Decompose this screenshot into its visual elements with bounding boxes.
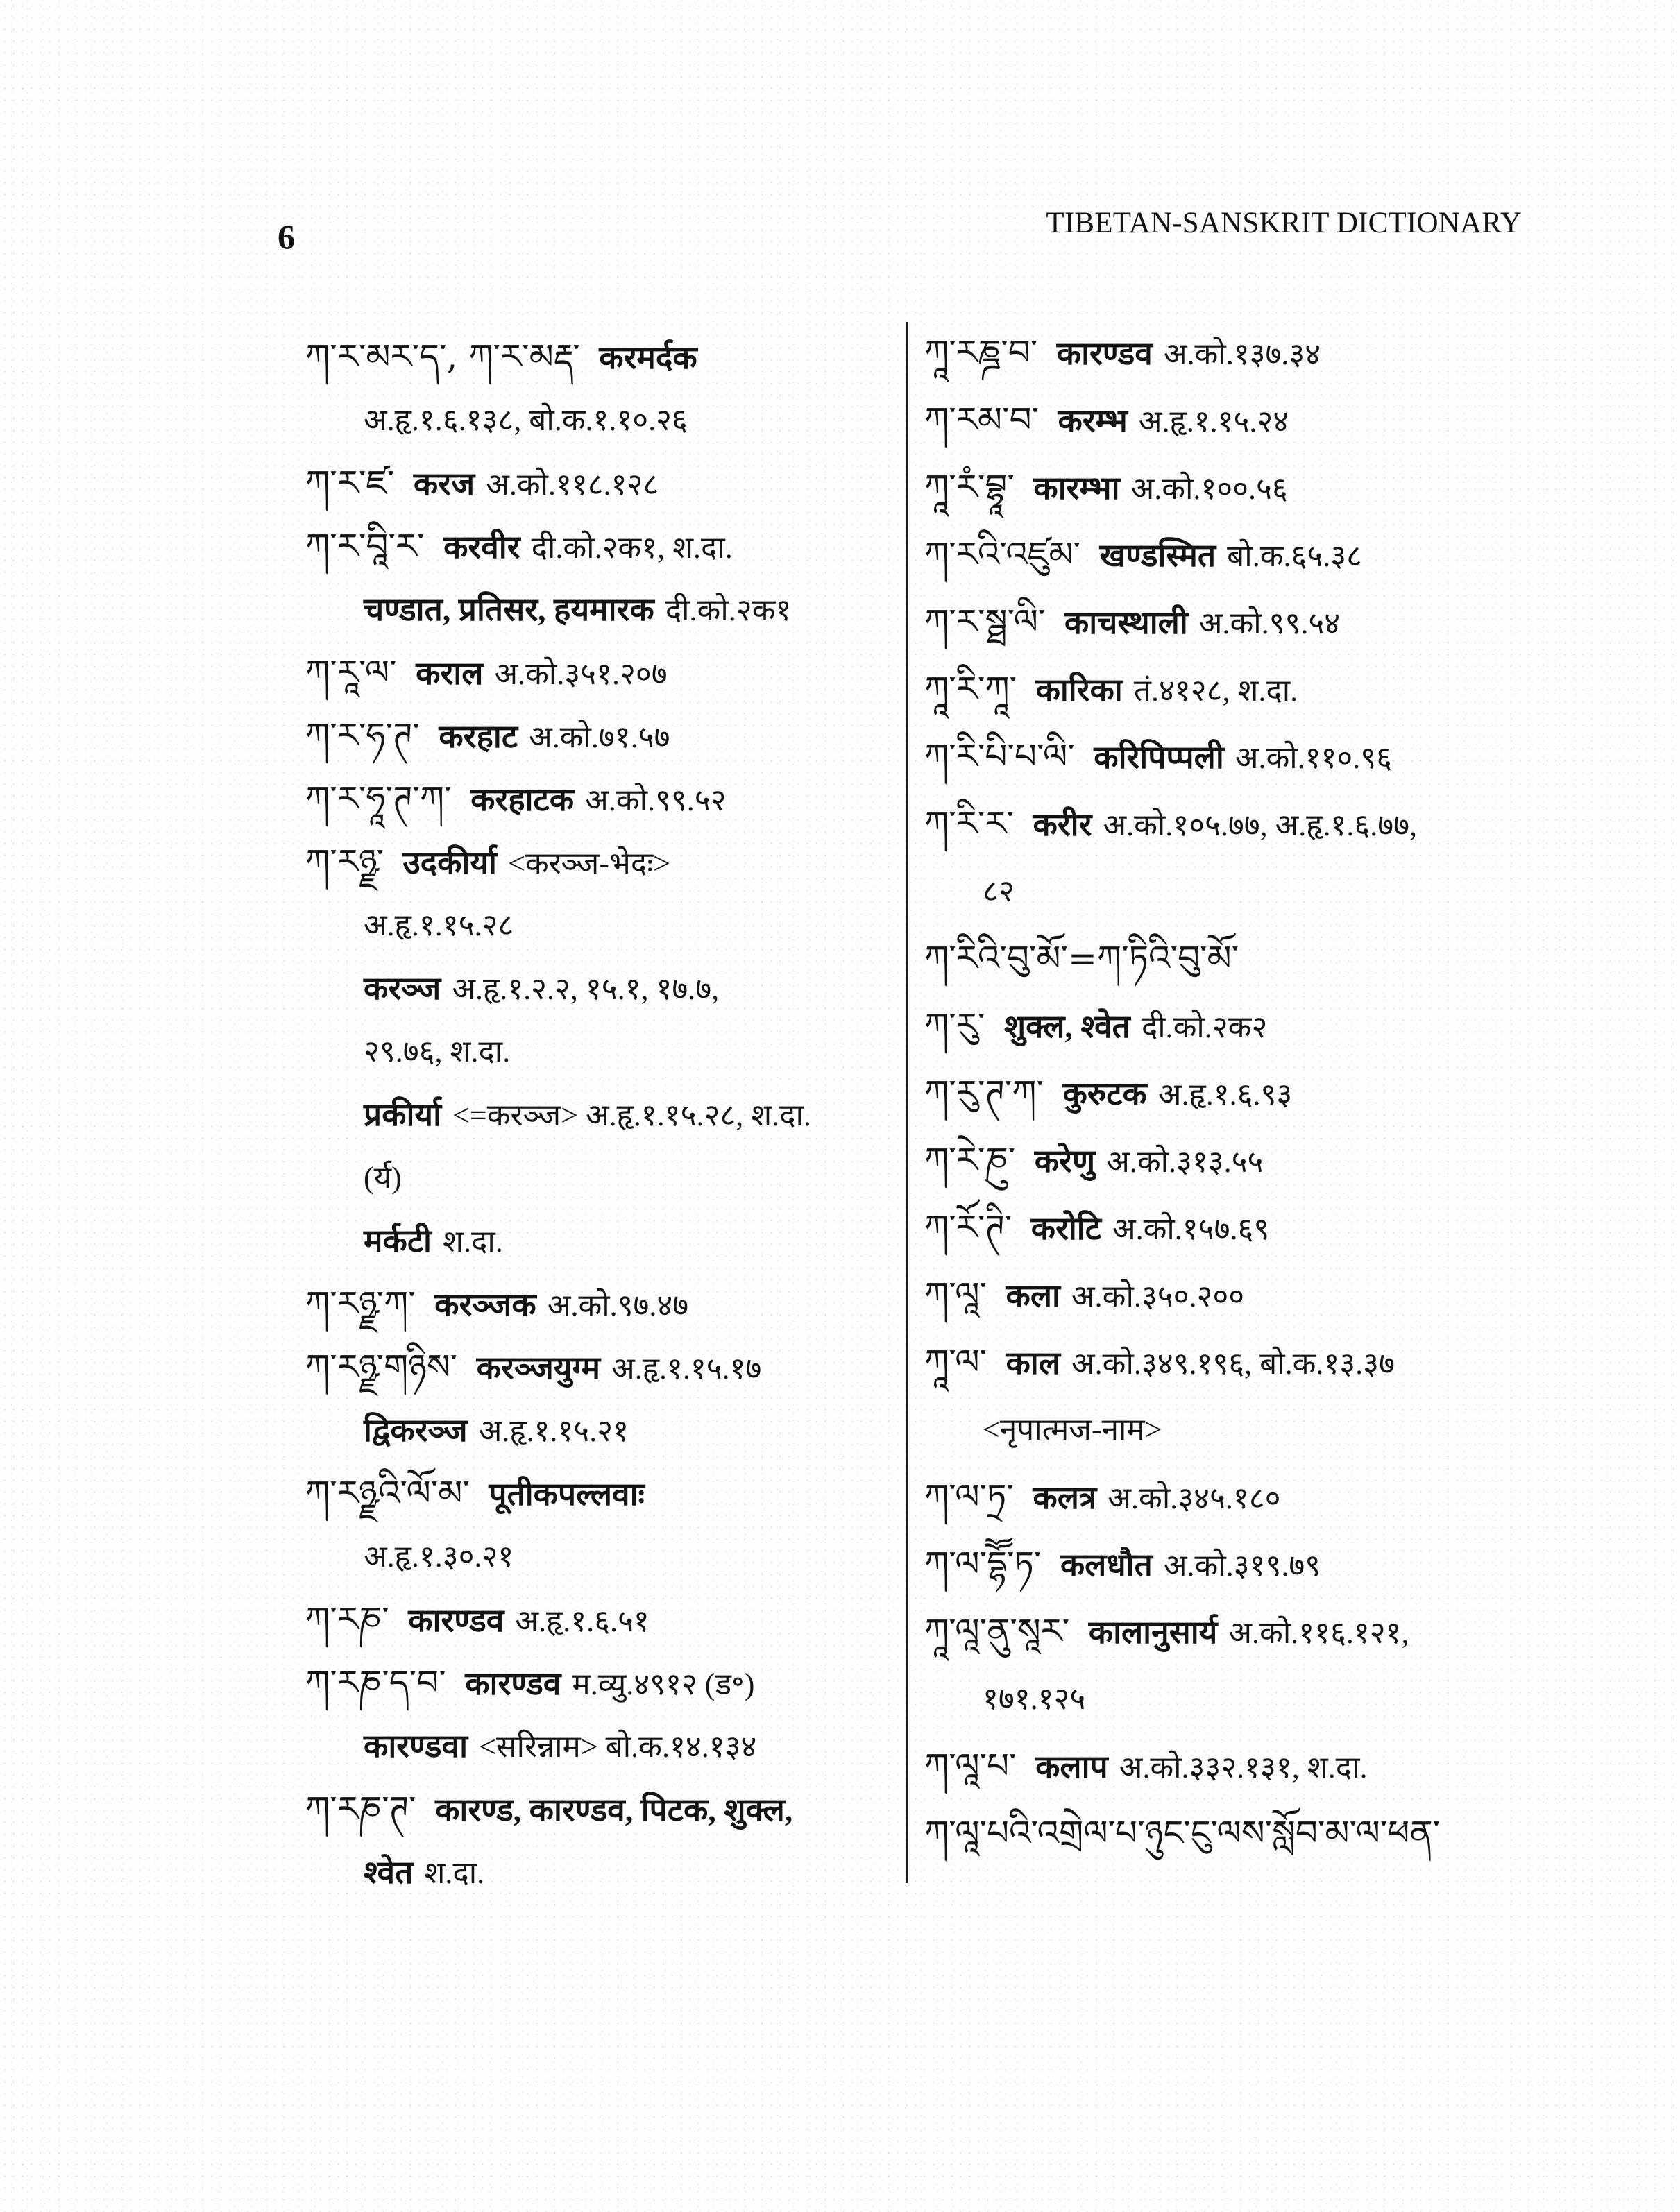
tibetan-headword: ཀ་ར་ཛ་ [305, 463, 395, 503]
reference-text: अ.को.१५७.६९ [1112, 1212, 1270, 1246]
tibetan-headword: ཀ་ར་སྠ་ལི་ [924, 602, 1046, 642]
reference-text: दी.को.२क१ [665, 593, 792, 627]
dictionary-entry [924, 1531, 1528, 1598]
reference-text: <नृपात्मज-नाम> [983, 1413, 1162, 1447]
dictionary-entry [924, 1463, 1528, 1531]
dictionary-entry [305, 325, 892, 389]
tibetan-headword: ཀ་ལཱ་པ་ [924, 1746, 1017, 1786]
dictionary-entry [305, 767, 892, 831]
dictionary-entry [305, 641, 892, 704]
sanskrit-equivalent: शुक्ल, श्वेत [1003, 1009, 1130, 1044]
page-number: 6 [278, 217, 295, 256]
dictionary-entry [924, 723, 1528, 790]
sanskrit-equivalent: करोटि [1030, 1211, 1101, 1246]
tibetan-headword: ཀ་རཉྫ་ [305, 842, 384, 882]
reference-text: अ.को.३३२.१३१, श.दा. [1119, 1751, 1368, 1785]
entry-continuation [305, 957, 892, 1020]
reference-text: अ.हृ.१.६.९३ [1157, 1078, 1293, 1112]
reference-text: दी.को.२क१, श.दा. [531, 531, 733, 565]
sanskrit-equivalent: पूतीकपल्लवाः [489, 1477, 645, 1512]
sanskrit-equivalent: कारण्ड, कारण्डव, पिटक, शुक्ल, [435, 1792, 793, 1828]
reference-text: अ.हृ.१.१५.२४ [1138, 405, 1289, 439]
sanskrit-equivalent: कारण्डवा [364, 1728, 468, 1764]
dictionary-entry [305, 704, 892, 767]
sanskrit-equivalent: कारण्डव [408, 1603, 504, 1638]
left-column [305, 325, 892, 1921]
reference-text: <=करञ्ज> अ.हृ.१.१५.२८, श.दा. [452, 1098, 811, 1132]
tibetan-headword: ཀ་ལཱ་པའི་འགྲེལ་པ་ཉུང་ངུ་ལས་སློབ་མ་ལ་ཕན་ [924, 1813, 1441, 1853]
reference-text: <सरिन्नाम> बो.क.१४.१३४ [479, 1730, 757, 1764]
dictionary-entry [924, 1194, 1528, 1261]
sanskrit-equivalent: द्विकरञ्ज [364, 1413, 468, 1448]
entry-continuation [305, 894, 892, 957]
entry-continuation [305, 1841, 892, 1904]
dictionary-entry [924, 1598, 1528, 1665]
reference-text: अ.हृ.१.१५.२१ [478, 1414, 629, 1448]
tibetan-headword: ཀ་རོ་ཊི་ [924, 1207, 1012, 1248]
reference-text: म.व्यु.४९१२ (ड॰) [572, 1667, 755, 1701]
reference-text: अ.हृ.१.१५.१७ [611, 1352, 762, 1386]
tibetan-headword: ཀཱ་རི་ཀཱ་ [924, 669, 1017, 709]
reference-text: अ.को.१३७.३४ [1163, 337, 1321, 371]
sanskrit-equivalent: करमर्दक [599, 340, 697, 375]
reference-text: अ.को.९९.५२ [585, 783, 727, 817]
tibetan-headword: ཀཱ་རཎྜ་བ་ [924, 332, 1038, 373]
sanskrit-equivalent: कारिका [1035, 672, 1123, 708]
sanskrit-equivalent: कारम्भा [1033, 470, 1120, 506]
running-title: TIBETAN-SANSKRIT DICTIONARY [1046, 207, 1522, 239]
dictionary-entry [924, 588, 1528, 656]
dictionary-entry [305, 452, 892, 515]
sanskrit-equivalent: कारण्डव [465, 1666, 561, 1701]
tibetan-headword: ཀ་ལ་དྷཽ་ཏ་ [924, 1544, 1042, 1584]
tibetan-headword: ཀ་རཎ་ད་བ་ [305, 1662, 446, 1703]
reference-text: (र्य) [364, 1161, 402, 1195]
tibetan-headword: ཀ་རཉྫ་ཀ་ [305, 1284, 416, 1324]
reference-text: <करञ्ज-भेदः> [508, 846, 670, 880]
entry-continuation [305, 1083, 892, 1146]
dictionary-entry [924, 1733, 1528, 1800]
reference-text: अ.हृ.१.६.१३८, बो.क.१.१०.२६ [364, 403, 688, 437]
sanskrit-equivalent: कलाप [1035, 1749, 1108, 1785]
tibetan-headword: ཀ་རཎ་ཊ་ [305, 1789, 416, 1829]
reference-text: अ.को.११०.९६ [1234, 741, 1393, 775]
sanskrit-equivalent: श्वेत [364, 1855, 414, 1890]
sanskrit-equivalent: करेणु [1034, 1143, 1096, 1179]
tibetan-headword: ཀ་རེ་ཎུ་ [924, 1140, 1016, 1180]
reference-text: ८२ [983, 874, 1015, 908]
sanskrit-equivalent: उदकीर्या [402, 845, 497, 880]
dictionary-entry [924, 521, 1528, 588]
reference-text: अ.को.७१.५७ [529, 720, 670, 754]
reference-text: अ.को.९९.५४ [1198, 606, 1341, 640]
sanskrit-equivalent: काचस्थाली [1064, 605, 1188, 640]
sanskrit-equivalent: करिपिप्पली [1094, 740, 1224, 775]
right-column [924, 319, 1528, 1915]
sanskrit-equivalent: कराल [416, 656, 484, 691]
dictionary-entry [924, 925, 1528, 992]
dictionary-entry [924, 1329, 1528, 1396]
dictionary-entry [924, 992, 1528, 1060]
sanskrit-equivalent: करहाटक [470, 782, 575, 817]
tibetan-headword: ཀ་རཱ་ལ་ [305, 652, 397, 692]
entry-continuation [305, 1399, 892, 1462]
reference-text: बो.क.६५.३८ [1227, 539, 1363, 573]
dictionary-entry [924, 790, 1528, 858]
sanskrit-equivalent: खण्डस्मित [1099, 538, 1216, 573]
sanskrit-equivalent: मर्कटी [364, 1223, 432, 1259]
dictionary-entry [924, 1261, 1528, 1329]
dictionary-entry [305, 1336, 892, 1399]
entry-continuation [924, 1396, 1528, 1463]
sanskrit-equivalent: काल [1006, 1345, 1060, 1381]
sanskrit-equivalent: कुरुटक [1062, 1076, 1147, 1112]
dictionary-entry [305, 515, 892, 578]
entry-continuation [305, 389, 892, 452]
tibetan-headword: ཀ་རམ་བ་ [924, 400, 1039, 440]
entry-continuation [924, 858, 1528, 925]
reference-text: अ.को.३५१.२०७ [494, 657, 668, 691]
sanskrit-equivalent: करवीर [443, 529, 520, 565]
dictionary-entry [924, 319, 1528, 386]
reference-text: तं.४१२८, श.दा. [1133, 674, 1298, 708]
sanskrit-equivalent: कला [1006, 1278, 1060, 1313]
tibetan-headword: ཀ་ར་མར་ད་, ཀ་ར་མརྡ་ [305, 337, 580, 377]
dictionary-entry [305, 1778, 892, 1841]
dictionary-entry [924, 1127, 1528, 1194]
tibetan-headword: ཀ་རཎ་ [305, 1599, 389, 1640]
tibetan-headword: ཀ་རུ་ [924, 1005, 985, 1046]
reference-text: अ.हृ.१.६.५१ [515, 1604, 650, 1638]
sanskrit-equivalent: करञ्ज [364, 971, 441, 1006]
reference-text: अ.को.१००.५६ [1130, 472, 1288, 506]
reference-text: अ.को.११६.१२१, [1228, 1616, 1409, 1650]
reference-text: अ.हृ.१.१५.२८ [364, 908, 514, 942]
dictionary-entry [924, 454, 1528, 521]
entry-continuation [305, 1146, 892, 1209]
reference-text: अ.को.३४५.१८० [1108, 1481, 1281, 1515]
tibetan-headword: ཀ་རའི་འཛུམ་ [924, 534, 1080, 575]
sanskrit-equivalent: करञ्जयुग्म [476, 1350, 601, 1386]
reference-text: अ.हृ.१.३०.२१ [364, 1540, 514, 1574]
dictionary-entry [305, 831, 892, 894]
sanskrit-equivalent: प्रकीर्या [364, 1097, 442, 1132]
tibetan-headword: ཀ་ལ་ཏྲ་ [924, 1477, 1014, 1517]
sanskrit-equivalent: कालानुसार्य [1088, 1615, 1218, 1650]
sanskrit-equivalent: कलधौत [1060, 1547, 1153, 1583]
tibetan-headword: ཀ་རཉྫའི་ལོ་མ་ [305, 1473, 470, 1513]
dictionary-entry [305, 1651, 892, 1715]
reference-text: दी.को.२क२ [1141, 1010, 1268, 1044]
dictionary-entry [924, 1800, 1528, 1867]
reference-text: अ.हृ.१.२.२, १५.१, १७.७, [452, 972, 720, 1006]
column-divider [906, 322, 908, 1883]
sanskrit-equivalent: करम्भ [1058, 403, 1128, 439]
entry-continuation [305, 1020, 892, 1083]
entry-continuation [305, 1715, 892, 1778]
sanskrit-equivalent: करज [413, 466, 475, 502]
reference-text: १७१.१२५ [983, 1682, 1086, 1716]
sanskrit-equivalent: करहाट [439, 719, 518, 754]
dictionary-entry [305, 1462, 892, 1525]
sanskrit-equivalent: करीर [1033, 807, 1092, 842]
reference-text: अ.को.३४९.१९६, बो.क.१३.३७ [1071, 1347, 1395, 1381]
reference-text: २९.७६, श.दा. [364, 1035, 511, 1069]
reference-text: अ.को.९७.४७ [547, 1288, 689, 1322]
tibetan-headword: ཀཱ་ལ་ [924, 1342, 987, 1382]
dictionary-entry [924, 386, 1528, 454]
reference-text: अ.को.३१९.७९ [1163, 1549, 1321, 1583]
tibetan-headword: ཀ་རིའི་བུ་མོ་=ཀ་ཏིའི་བུ་མོ་ [924, 938, 1239, 978]
sanskrit-equivalent: कारण्डव [1056, 336, 1153, 371]
entry-continuation [305, 1525, 892, 1588]
entry-continuation [305, 578, 892, 641]
tibetan-headword: ཀ་རི་པི་པ་ལི་ [924, 736, 1075, 776]
reference-text: अ.को.११८.१२८ [486, 468, 659, 502]
reference-text: अ.को.३५०.२०० [1071, 1279, 1245, 1313]
dictionary-entry [305, 1273, 892, 1336]
tibetan-headword: ཀ་ར་བཱི་ར་ [305, 526, 425, 566]
tibetan-headword: ཀཱ་ལཱ་ནུ་སཱར་ [924, 1611, 1070, 1651]
reference-text: श.दा. [443, 1225, 503, 1259]
tibetan-headword: ཀ་རཉྫ་གཉིས་ [305, 1347, 458, 1387]
sanskrit-equivalent: करञ्जक [434, 1287, 536, 1322]
reference-text: अ.को.१०५.७७, अ.हृ.१.६.७७, [1103, 808, 1418, 842]
dictionary-entry [924, 1060, 1528, 1127]
reference-text: अ.को.३१३.५५ [1106, 1145, 1264, 1179]
tibetan-headword: ཀཱ་རཾ་བྷཱ་ [924, 467, 1015, 507]
tibetan-headword: ཀ་རི་ར་ [924, 803, 1014, 844]
entry-continuation [924, 1665, 1528, 1733]
dictionary-entry [305, 1588, 892, 1651]
sanskrit-equivalent: चण्डात, प्रतिसर, हयमारक [364, 592, 654, 627]
tibetan-headword: ཀ་ར་ཧ་ཊ་ [305, 715, 420, 756]
dictionary-entry [924, 656, 1528, 723]
tibetan-headword: ཀ་ར་ཧཱ་ཊ་ཀ་ [305, 779, 452, 819]
reference-text: श.दा. [424, 1856, 485, 1890]
entry-continuation [305, 1209, 892, 1273]
tibetan-headword: ཀ་རུ་ཊ་ཀ་ [924, 1073, 1044, 1113]
tibetan-headword: ཀ་ལཱ་ [924, 1275, 987, 1315]
sanskrit-equivalent: कलत्र [1033, 1480, 1097, 1515]
